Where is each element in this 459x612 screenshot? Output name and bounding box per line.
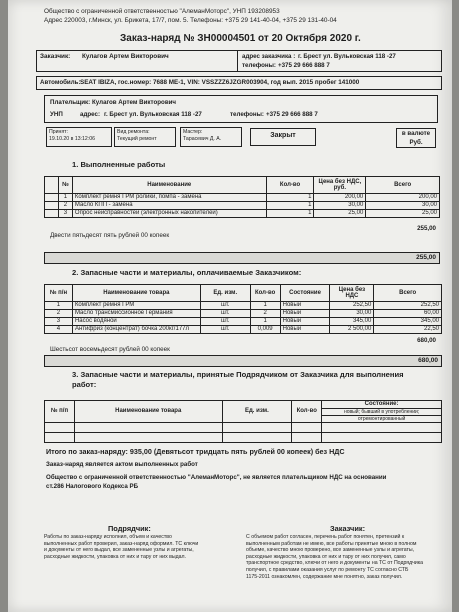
contractor-empty-row <box>45 433 442 443</box>
parts-cell: 345,00 <box>374 318 442 326</box>
customer-statement-line: получил, с правилами оказания услуг по ремонту ТС согласно СТБ <box>246 566 409 573</box>
parts-cell: Масло трансмиссионное Германия <box>72 310 200 318</box>
payer-phones-label: телефоны: <box>230 111 264 118</box>
parts-cell: 2 <box>250 310 280 318</box>
company-name: Общество с ограниченной ответственностью "АлеманМоторс", УНП 193208953 <box>44 8 280 15</box>
contractor-parts-title-2: работ: <box>72 380 97 389</box>
parts-in-words: Шестьсот восемьдесят рублей 00 копеек <box>50 346 170 353</box>
contractor-empty-cell <box>74 433 222 443</box>
vat-line-2: ст.286 Налогового Кодекса РБ <box>46 483 139 490</box>
parts-row <box>45 326 442 334</box>
contractor-statement-line: расходные жидкости, упаковка от них и тару от них выдал. <box>44 553 186 560</box>
customer-statement-line: выполненным работам не имею, все работы принятые мною в полном <box>246 540 417 547</box>
contractor-empty-cell <box>292 433 322 443</box>
contractor-col-name: Наименование товара <box>74 401 222 423</box>
contractor-empty-cell <box>222 433 292 443</box>
contractor-col-state <box>322 401 442 423</box>
currency-value: Руб. <box>409 139 423 146</box>
works-table <box>44 176 440 218</box>
works-col-empty <box>45 177 59 194</box>
works-cell: Опрос неисправностей (электронных накопителей) <box>72 210 266 218</box>
works-empty-cell <box>45 210 59 218</box>
works-in-words: Двести пятьдесят пять рублей 00 копеек <box>50 232 170 239</box>
parts-section-title: 2. Запасные части и материалы, оплачиваемые Заказчиком: <box>72 268 302 277</box>
customer-phones-label: телефоны: <box>242 62 276 69</box>
parts-cell: Комплект ремня ГРМ <box>72 302 200 310</box>
customer-name: Кулагов Артем Викторович <box>82 53 169 60</box>
parts-cell: 345,00 <box>330 318 374 326</box>
master-value: Тарасевич Д. А. <box>183 136 222 142</box>
works-row <box>45 210 440 218</box>
payer-label: Плательщик: <box>50 99 91 106</box>
works-empty-cell <box>45 202 59 210</box>
works-cell: 25,00 <box>314 210 366 218</box>
parts-cell: Новый <box>280 326 330 334</box>
parts-cell: шт. <box>200 326 250 334</box>
contractor-empty-cell <box>292 423 322 433</box>
order-total-line: Итого по заказ-наряду: 935,00 (Девятьсот тридцать пять рублей 00 копеек) без НДС <box>46 447 345 456</box>
payer-address-label: адрес: <box>80 111 101 118</box>
payer-unp-label: УНП <box>50 111 63 118</box>
customer-statement-line: С объемом работ согласен, перечень работ понятен, претензий к <box>246 534 405 540</box>
works-row <box>45 202 440 210</box>
works-col-total: Всего <box>366 177 440 194</box>
works-section-title: 1. Выполненные работы <box>72 160 166 169</box>
customer-statement-line: 1175-2011 ознакомлен, содержание мне понятно, заказ получил. <box>246 573 403 580</box>
parts-row <box>45 318 442 326</box>
parts-col-total: Всего <box>374 285 442 302</box>
works-cell: 30,00 <box>366 202 440 210</box>
parts-cell: 1 <box>45 302 73 310</box>
contractor-state-option-2: отремонтированный <box>322 415 441 422</box>
contractor-parts-table <box>44 400 442 443</box>
repair-type-label: Вид ремонта: <box>117 129 150 135</box>
contractor-statement-line: Работы по заказ-наряду исполнил, объем и качество <box>44 534 172 540</box>
contractor-empty-cell <box>45 423 75 433</box>
page-title: Заказ-наряд № ЗН00004501 от 20 Октября 2020 г. <box>120 33 361 44</box>
parts-cell: 22,50 <box>374 326 442 334</box>
parts-cell: 2 500,00 <box>330 326 374 334</box>
status-text: Закрыт <box>270 132 296 139</box>
car-label: Автомобиль: <box>40 79 81 86</box>
customer-address-label: адрес заказчика : <box>242 53 296 60</box>
contractor-empty-cell <box>74 423 222 433</box>
customer-phones: +375 29 666 888 7 <box>278 62 330 69</box>
works-cell: Комплект ремня ГРМ ролики, помпа - замена <box>72 194 266 202</box>
act-line: Заказ-наряд является актом выполненных работ <box>46 461 198 468</box>
works-cell: 1 <box>58 194 72 202</box>
parts-col-state: Состояние <box>280 285 330 302</box>
parts-col-name: Наименование товара <box>72 285 200 302</box>
parts-cell: Новый <box>280 310 330 318</box>
parts-cell: Насос водяной <box>72 318 200 326</box>
parts-cell: 252,50 <box>330 302 374 310</box>
works-empty-cell <box>45 194 59 202</box>
contractor-col-no: № п/п <box>45 401 75 423</box>
works-cell: 200,00 <box>314 194 366 202</box>
contractor-empty-row <box>45 423 442 433</box>
parts-cell: 1 <box>250 302 280 310</box>
works-cell: 3 <box>58 210 72 218</box>
works-cell: 1 <box>266 202 314 210</box>
customer-statement-line: объеме, качество мною проверено, все замененные узлы и агрегаты, <box>246 547 415 554</box>
parts-cell: шт. <box>200 318 250 326</box>
customer-statement-line: расходные жидкости, упаковка от них и тару от них получил, само <box>246 553 406 560</box>
parts-row <box>45 302 442 310</box>
parts-col-unit: Ед. изм. <box>200 285 250 302</box>
works-cell: 30,00 <box>314 202 366 210</box>
document-page <box>8 0 452 612</box>
parts-cell: 60,00 <box>374 310 442 318</box>
company-address: Адрес 220003, г.Минск, ул. Брикета, 17/7, пом. 5. Телефоны: +375 29 141-40-04, +375 29 131-40-04 <box>44 17 337 24</box>
contractor-state-option-1: новый; бывший в употреблении; <box>322 408 441 415</box>
contractor-empty-cell <box>322 433 442 443</box>
contractor-col-state-title: Состояние: <box>364 401 399 407</box>
works-col-no: № <box>58 177 72 194</box>
payer-phones: +375 29 666 888 7 <box>266 111 318 118</box>
works-cell: 1 <box>266 194 314 202</box>
parts-cell: 252,50 <box>374 302 442 310</box>
parts-cell: 30,00 <box>330 310 374 318</box>
works-col-qty: Кол-во <box>266 177 314 194</box>
works-col-price: Цена без НДС, руб. <box>314 177 366 194</box>
customer-statement-line: транспортное средство, ключи от него и документы на ТС от Подрядчика <box>246 560 424 567</box>
car-value: SEAT IBIZA, гос.номер: 7688 МЕ-1, VIN: VSSZZZ6JZGR003904, год вып. 2015 пробег 141000 <box>80 79 360 86</box>
works-cell: Масло КПП - замена <box>72 202 266 210</box>
parts-cell: 2 <box>45 310 73 318</box>
parts-cell: 1 <box>250 318 280 326</box>
parts-cell: 0,009 <box>250 326 280 334</box>
parts-cell: 4 <box>45 326 73 334</box>
contractor-title: Подрядчик: <box>108 524 151 533</box>
customer-statement <box>246 534 423 580</box>
payer-address: г. Брест ул. Вульковская 118 -27 <box>104 111 202 118</box>
repair-type-value: Текущий ремонт <box>117 136 157 142</box>
parts-cell: шт. <box>200 310 250 318</box>
parts-table <box>44 284 442 334</box>
works-subtotal: 255,00 <box>417 225 436 232</box>
works-cell: 200,00 <box>366 194 440 202</box>
parts-subtotal: 680,00 <box>417 337 436 344</box>
parts-row <box>45 310 442 318</box>
works-col-name: Наименование <box>72 177 266 194</box>
works-total-bar: 255,00 <box>44 252 440 264</box>
parts-col-price: Цена без НДС <box>330 285 374 302</box>
payer-name: Кулагов Артем Викторович <box>92 99 177 106</box>
accepted-label: Принят: <box>49 129 69 135</box>
customer-sign-title: Заказчик: <box>330 524 366 533</box>
contractor-parts-header-row <box>45 401 442 423</box>
parts-total-bar: 680,00 <box>44 355 442 367</box>
works-header-row <box>45 177 440 194</box>
parts-col-qty: Кол-во <box>250 285 280 302</box>
parts-header-row <box>45 285 442 302</box>
parts-col-no: № п/н <box>45 285 73 302</box>
currency-label: в валюте <box>401 130 431 137</box>
works-cell: 25,00 <box>366 210 440 218</box>
contractor-empty-cell <box>222 423 292 433</box>
contractor-statement <box>44 534 198 560</box>
parts-cell: Антифриз (концентрат) бочка 200кг/177л <box>72 326 200 334</box>
vat-line-1: Общество с ограниченной ответственностью "АлеманМоторс", не является плательщиком НДС на основании <box>46 474 387 481</box>
parts-cell: 3 <box>45 318 73 326</box>
contractor-statement-line: и документы от него выдал, все замененные узлы и агрегаты, <box>44 547 194 554</box>
contractor-col-qty: Кол-во <box>292 401 322 423</box>
works-cell: 1 <box>266 210 314 218</box>
parts-cell: шт. <box>200 302 250 310</box>
accepted-value: 19.10.20 в 13:12:06 <box>49 136 96 142</box>
contractor-statement-line: выполненных работ проверил, заказ-наряд оформил. ТС ключи <box>44 540 199 547</box>
master-label: Мастер: <box>183 129 203 135</box>
works-cell: 2 <box>58 202 72 210</box>
parts-cell: Новый <box>280 302 330 310</box>
contractor-empty-cell <box>322 423 442 433</box>
customer-address: г. Брест ул. Вульковская 118 -27 <box>298 53 396 60</box>
contractor-empty-cell <box>45 433 75 443</box>
works-row <box>45 194 440 202</box>
parts-cell: Новый <box>280 318 330 326</box>
contractor-parts-title-1: 3. Запасные части и материалы, принятые Подрядчиком от Заказчика для выполнения <box>72 370 404 379</box>
contractor-col-unit: Ед. изм. <box>222 401 292 423</box>
customer-box-divider <box>237 51 238 71</box>
customer-label: Заказчик: <box>40 53 71 60</box>
